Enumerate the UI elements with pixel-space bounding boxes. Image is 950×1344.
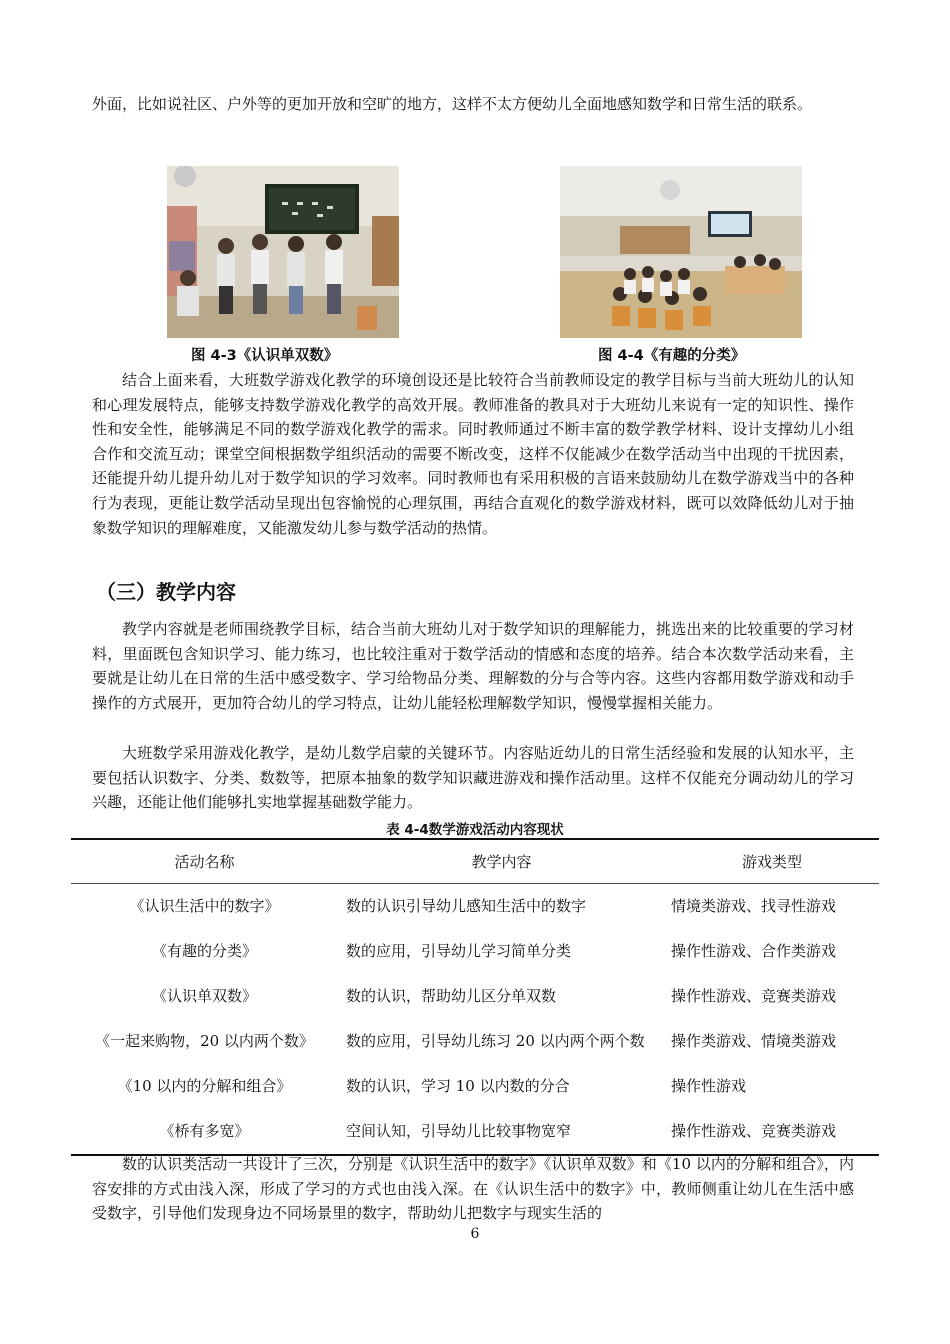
table-row — [71, 1109, 879, 1155]
cell-activity: 《一起来购物，20 以内两个数》 — [95, 1032, 314, 1050]
cell-game-type: 操作类游戏、情境类游戏 — [671, 1032, 837, 1050]
column-header-game-type: 游戏类型 — [665, 839, 879, 884]
page-number: 6 — [470, 1226, 480, 1242]
table-header-row — [71, 839, 879, 884]
section-heading: （三）教学内容 — [96, 580, 236, 604]
paragraph-teaching-content: 教学内容就是老师围绕教学目标，结合当前大班幼儿对于数学知识的理解能力，挑选出来的比较重要的学习材料，里面既包含知识学习、能力练习，也比较注重对于数学活动的情感和态度的培养。结合本次数学活动来看，主要就是让幼儿在日常的生活中感受数字、学习给物品分类、理解数的分与合等内容。这些内容都用数学游戏和动手操作的方式展开，更加符合幼儿的学习特点，让幼儿能轻松理解数学知识，慢慢掌握相关能力。 — [92, 620, 854, 712]
cell-content: 数的应用，引导幼儿学习简单分类 — [346, 942, 572, 960]
figure-caption-4-4: 图 4-4《有趣的分类》 — [598, 348, 746, 364]
figure-photo-odd-even — [167, 166, 399, 338]
cell-content: 数的认识引导幼儿感知生活中的数字 — [346, 897, 587, 915]
cell-content: 数的认识，学习 10 以内数的分合 — [346, 1077, 570, 1095]
intro-paragraph: 外面，比如说社区、户外等的更加开放和空旷的地方，这样不太方便幼儿全面地感知数学和日常生活的联系。 — [92, 95, 813, 113]
column-header-activity: 活动名称 — [71, 839, 338, 884]
activity-content-table — [71, 838, 879, 1156]
classroom-photo-2 — [560, 166, 802, 338]
cell-content: 数的应用，引导幼儿练习 20 以内两个两个数 — [346, 1032, 645, 1050]
cell-game-type: 情境类游戏、找寻性游戏 — [671, 897, 837, 915]
cell-activity: 《认识生活中的数字》 — [129, 897, 280, 915]
cell-activity: 《桥有多宽》 — [159, 1122, 250, 1140]
cell-game-type: 操作性游戏 — [671, 1077, 747, 1095]
column-header-content: 教学内容 — [338, 839, 665, 884]
cell-activity: 《10 以内的分解和组合》 — [117, 1077, 292, 1095]
table-row — [71, 884, 879, 930]
table-row — [71, 929, 879, 974]
paragraph-gamified-teaching: 大班数学采用游戏化教学，是幼儿数学启蒙的关键环节。内容贴近幼儿的日常生活经验和发展的认知水平，主要包括认识数字、分类、数数等，把原本抽象的数学知识藏进游戏和操作活动里。这样不仅能充分调动幼儿的学习兴趣，还能让他们能够扎实地掌握基础数学能力。 — [92, 744, 854, 812]
cell-game-type: 操作性游戏、竞赛类游戏 — [671, 1122, 837, 1140]
table-row — [71, 1019, 879, 1064]
cell-content: 数的认识，帮助幼儿区分单双数 — [346, 987, 557, 1005]
figure-caption-4-3: 图 4-3《认识单双数》 — [191, 348, 339, 364]
cell-activity: 《有趣的分类》 — [151, 942, 257, 960]
classroom-photo-1 — [167, 166, 399, 338]
paragraph-number-recognition: 数的认识类活动一共设计了三次，分别是《认识生活中的数字》《认识单双数》和《10 以内的分解和组合》，内容安排的方式由浅入深，形成了学习的方式也由浅入深。在《认识生活中的数字》中，教师侧重让幼儿在生活中感受数字，引导他们发现身边不同场景里的数字，帮助幼儿把数字与现实生活的 — [92, 1155, 854, 1223]
figure-photo-classification — [560, 166, 802, 338]
table-row — [71, 1064, 879, 1109]
table-caption: 表 4-4数学游戏活动内容现状 — [386, 822, 564, 838]
cell-activity: 《认识单双数》 — [151, 987, 257, 1005]
table-row — [71, 974, 879, 1019]
paragraph-environment-summary: 结合上面来看，大班数学游戏化教学的环境创设还是比较符合当前教师设定的教学目标与当前大班幼儿的认知和心理发展特点，能够支持数学游戏化教学的高效开展。教师准备的教具对于大班幼儿来说有一定的知识性、操作性和安全性，能够满足不同的数学游戏化教学的需求。同时教师通过不断丰富的数学教学材料、设计支撑幼儿小组合作和交流互动；课堂空间根据数学组织活动的需要不断改变，这样不仅能减少在数学活动当中出现的干扰因素，还能提升幼儿提升幼儿对于数学知识的学习效率。同时教师也有采用积极的言语来鼓励幼儿在数学游戏当中的各种行为表现，更能让数学活动呈现出包容愉悦的心理氛围，再结合直观化的数学游戏材料，既可以效降低幼儿对于抽象数学知识的理解难度，又能激发幼儿参与数学活动的热情。 — [92, 371, 854, 537]
cell-content: 空间认知，引导幼儿比较事物宽窄 — [346, 1122, 572, 1140]
cell-game-type: 操作性游戏、竞赛类游戏 — [671, 987, 837, 1005]
cell-game-type: 操作性游戏、合作类游戏 — [671, 942, 837, 960]
